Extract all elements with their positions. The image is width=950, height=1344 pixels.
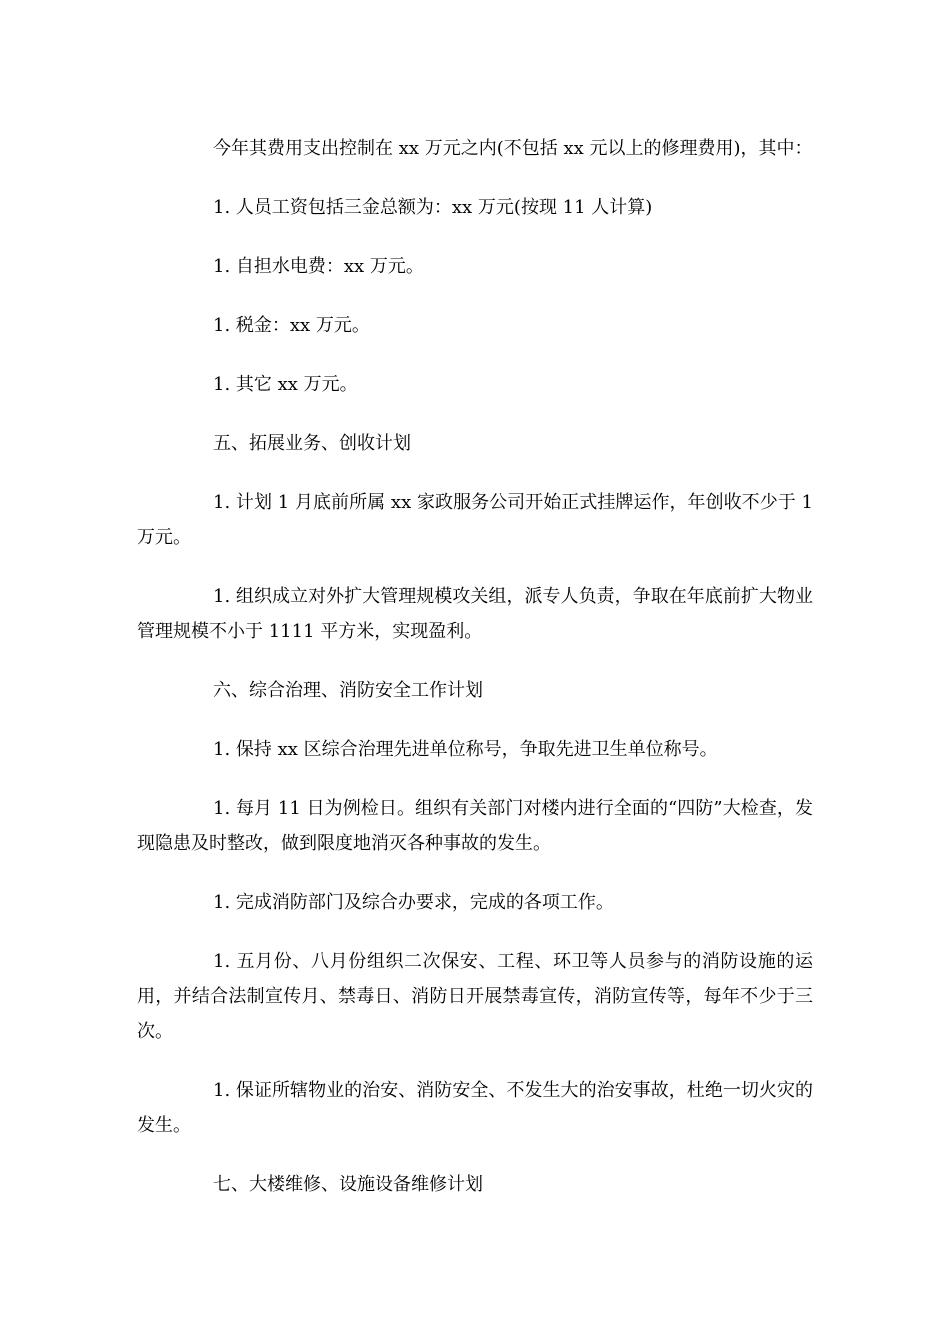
- paragraph-fire-department: 1. 完成消防部门及综合办要求，完成的各项工作。: [213, 892, 614, 913]
- paragraph-fire-drills: 1. 五月份、八月份组织二次保安、工程、环卫等人员参与的消防设施的运用，并结合法制宣传月、禁毒日、消防日开展禁毒宣传，消防宣传等，每年不少于三次。: [137, 951, 813, 1042]
- paragraph-monthly-inspection: 1. 每月 11 日为例检日。组织有关部门对楼内进行全面的“四防”大检查，发现隐患及时整改，做到限度地消灭各种事故的发生。: [137, 798, 813, 854]
- paragraph-expense-control: 今年其费用支出控制在 xx 万元之内(不包括 xx 元以上的修理费用)，其中：: [213, 138, 813, 159]
- paragraph-security-guarantee: 1. 保证所辖物业的治安、消防安全、不发生大的治安事故，杜绝一切火灾的发生。: [137, 1080, 813, 1136]
- paragraph-staff-wages: 1. 人员工资包括三金总额为：xx 万元(按现 11 人计算): [213, 197, 653, 218]
- section-heading-6: 六、综合治理、消防安全工作计划: [213, 680, 483, 701]
- paragraph-housekeeping-company: 1. 计划 1 月底前所属 xx 家政服务公司开始正式挂牌运作，年创收不少于 1 万元。: [137, 492, 813, 548]
- paragraph-expand-management: 1. 组织成立对外扩大管理规模攻关组，派专人负责，争取在年底前扩大物业管理规模不小于 1111 平方米，实现盈利。: [137, 586, 813, 642]
- section-heading-5: 五、拓展业务、创收计划: [213, 433, 411, 454]
- paragraph-advanced-unit: 1. 保持 xx 区综合治理先进单位称号，争取先进卫生单位称号。: [213, 739, 718, 760]
- document-body: [137, 131, 813, 1226]
- paragraph-taxes: 1. 税金：xx 万元。: [213, 315, 370, 336]
- paragraph-other-costs: 1. 其它 xx 万元。: [213, 374, 358, 395]
- paragraph-utilities: 1. 自担水电费：xx 万元。: [213, 256, 424, 277]
- section-heading-7: 七、大楼维修、设施设备维修计划: [213, 1174, 483, 1195]
